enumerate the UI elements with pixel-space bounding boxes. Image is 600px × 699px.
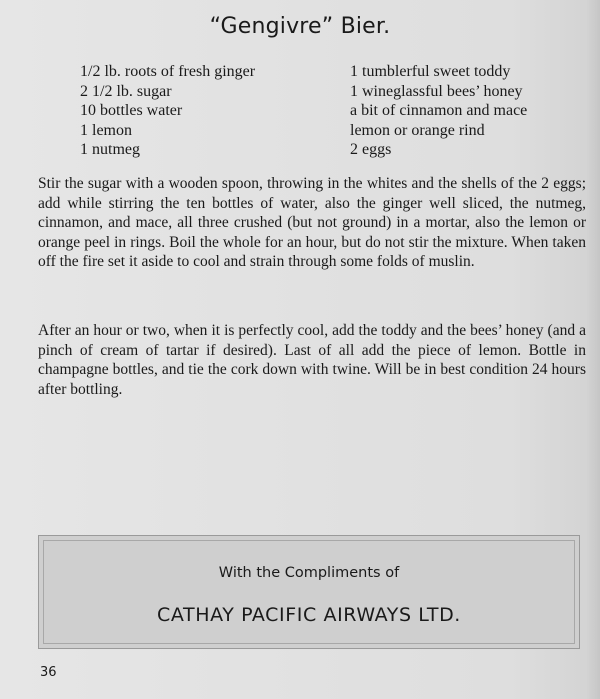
ingredient-item: 1 lemon [80,121,132,139]
recipe-title: “Gengivre” Bier. [209,14,391,39]
ingredients-column-left [80,62,350,160]
ingredient-item: a bit of cinnamon and mace [350,102,528,119]
ingredients-list [80,62,580,160]
sponsor-box [38,535,580,649]
instructions-paragraph-2: After an hour or two, when it is perfectly cool, add the toddy and the bees’ honey (and a pinch of cream of tartar if desired). Last of all add the piece of lemon. Bottle in champagne bottles, and tie the cork down with twine. Will be in best condition 24 hours after bottling. [38,322,586,398]
page-edge-shadow [586,0,600,699]
ingredient-item: 1/2 lb. roots of fresh ginger [80,63,256,80]
ingredient-item: 1 tumblerful sweet toddy [350,63,511,80]
ingredient-item: 10 bottles water [80,102,183,119]
page-number: 36 [40,665,57,680]
ingredient-item: 1 wineglassful bees’ honey [350,82,523,100]
ingredients-column-right [350,62,580,160]
compliments-text: With the Compliments of [218,565,400,581]
instructions-paragraph-1: Stir the sugar with a wooden spoon, throwing in the whites and the shells of the 2 eggs; add while stirring the ten bottles of water, also the ginger well sliced, the nutmeg, cinnamon, and mace, all three crushed (but not ground) in a mortar, also the lemon or orange peel in rings. Boil the whole for an hour, but do not stir the mixture. When taken off the fire set it aside to cool and strain through some folds of muslin. [38,175,586,270]
ingredient-item: 1 nutmeg [80,141,140,158]
company-name: CATHAY PACIFIC AIRWAYS LTD. [157,604,461,626]
sponsor-box-border [43,540,575,644]
ingredient-item: lemon or orange rind [350,121,485,139]
ingredient-item: 2 eggs [350,141,392,158]
ingredient-item: 2 1/2 lb. sugar [80,82,172,100]
